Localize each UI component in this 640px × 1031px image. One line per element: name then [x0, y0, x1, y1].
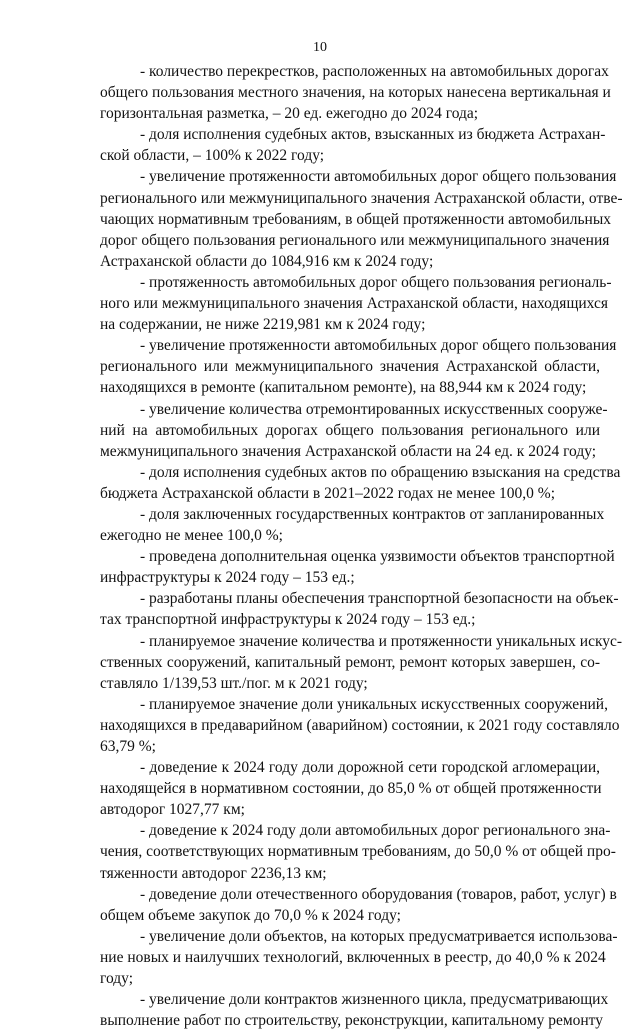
list-item: [100, 989, 609, 1031]
text-line: находящейся в нормативном состоянии, до 85,0 % от общей протяженности: [100, 780, 602, 798]
text-line: 63,79 %;: [100, 738, 156, 755]
text-line: общего пользования местного значения, на которых нанесена вертикальная и: [100, 84, 611, 102]
text-line: - увеличение доли контрактов жизненного цикла, предусматривающих: [140, 991, 609, 1009]
text-line: находящихся в ремонте (капитальном ремонте), на 88,944 км к 2024 году;: [100, 379, 587, 397]
text-line: - увеличение протяженности автомобильных дорог общего пользования: [140, 337, 617, 355]
text-line: выполнение работ по строительству, реконструкции, капитальному ремонту: [100, 1012, 603, 1030]
text-line: - увеличение доли объектов, на которых предусматривается использова-: [140, 927, 618, 945]
text-line: регионального или межмуниципального значения Астраханской области, отве-: [100, 189, 623, 207]
list-item: [100, 124, 606, 166]
text-line: - увеличение количества отремонтированных искусственных сооруже-: [140, 400, 608, 418]
list-item: [100, 694, 620, 757]
list-item: [100, 631, 623, 694]
text-line: - количество перекрестков, расположенных на автомобильных дорогах: [140, 63, 609, 80]
text-line: тяженности автодорог 2236,13 км;: [100, 864, 327, 882]
text-line: горизонтальная разметка, – 20 ед. ежегодно до 2024 года;: [100, 105, 479, 123]
text-line: - доведение к 2024 году доли дорожной сети городской агломерации,: [140, 759, 600, 777]
text-line: ние новых и наилучших технологий, включенных в реестр, до 40,0 % к 2024: [100, 948, 606, 966]
page-number: 10: [313, 40, 327, 55]
text-line: году;: [100, 970, 134, 988]
text-line: находящихся в предаварийном (аварийном) состоянии, к 2021 году составляло: [100, 716, 620, 734]
text-line: ственных сооружений, капитальный ремонт, ремонт которых завершен, со-: [100, 653, 600, 671]
text-line: автодорог 1027,77 км;: [100, 801, 245, 819]
text-line: межмуниципального значения Астраханской области на 24 ед. к 2024 году;: [100, 442, 597, 460]
text-line: на содержании, не ниже 2219,981 км к 2024 году;: [100, 316, 426, 334]
text-line: ской области, – 100% к 2022 году;: [100, 147, 325, 165]
text-line: ний на автомобильных дорогах общего пользования регионального или: [100, 421, 600, 439]
text-line: Астраханской области до 1084,916 км к 2024 году;: [100, 252, 434, 270]
list-item: [100, 546, 615, 588]
list-item: [100, 272, 612, 335]
list-item: [100, 166, 623, 271]
list-item: [100, 399, 608, 462]
text-line: - доведение к 2024 году доли автомобильных дорог регионального зна-: [140, 822, 611, 840]
list-item: [100, 504, 605, 546]
text-line: бюджета Астраханской области в 2021–2022 годах не менее 100,0 %;: [100, 484, 556, 502]
document-body: [100, 61, 623, 1031]
list-item: [100, 61, 611, 124]
text-line: - доведение доли отечественного оборудования (товаров, работ, услуг) в: [140, 885, 617, 903]
text-line: чения, соответствующих нормативным требованиям, до 50,0 % от общей про-: [100, 843, 616, 861]
list-item: [100, 820, 616, 883]
text-line: ежегодно не менее 100,0 %;: [100, 527, 283, 545]
text-line: общем объеме закупок до 70,0 % к 2024 году;: [100, 906, 401, 924]
text-line: - планируемое значение доли уникальных искусственных сооружений,: [140, 695, 608, 713]
text-line: регионального или межмуниципального значения Астраханской области,: [100, 358, 600, 376]
text-line: ставляло 1/139,53 шт./пог. м к 2021 году;: [100, 674, 368, 692]
list-item: [100, 335, 617, 398]
text-line: - увеличение протяженности автомобильных дорог общего пользования: [140, 168, 617, 186]
text-line: ного или межмуниципального значения Астраханской области, находящихся: [100, 295, 608, 313]
text-line: - разработаны планы обеспечения транспортной безопасности на объек-: [140, 590, 619, 608]
text-line: чающих нормативным требованиям, в общей протяженности автомобильных: [100, 210, 612, 228]
text-line: - проведена дополнительная оценка уязвимости объектов транспортной: [140, 548, 615, 566]
list-item: [100, 588, 619, 630]
text-line: - протяженность автомобильных дорог общего пользования региональ-: [140, 273, 612, 291]
text-line: инфраструктуры к 2024 году – 153 ед.;: [100, 569, 355, 587]
list-item: [100, 462, 621, 504]
text-line: тах транспортной инфраструктуры к 2024 году – 153 ед.;: [100, 611, 476, 629]
text-line: - доля исполнения судебных актов, взысканных из бюджета Астрахан-: [140, 126, 606, 144]
list-item: [100, 757, 600, 820]
text-line: - доля исполнения судебных актов по обращению взыскания на средства: [140, 463, 621, 481]
list-item: [100, 926, 618, 989]
text-line: - доля заключенных государственных контрактов от запланированных: [140, 505, 605, 523]
text-line: дорог общего пользования регионального или межмуниципального значения: [100, 231, 610, 249]
text-line: - планируемое значение количества и протяженности уникальных искус-: [140, 632, 623, 650]
